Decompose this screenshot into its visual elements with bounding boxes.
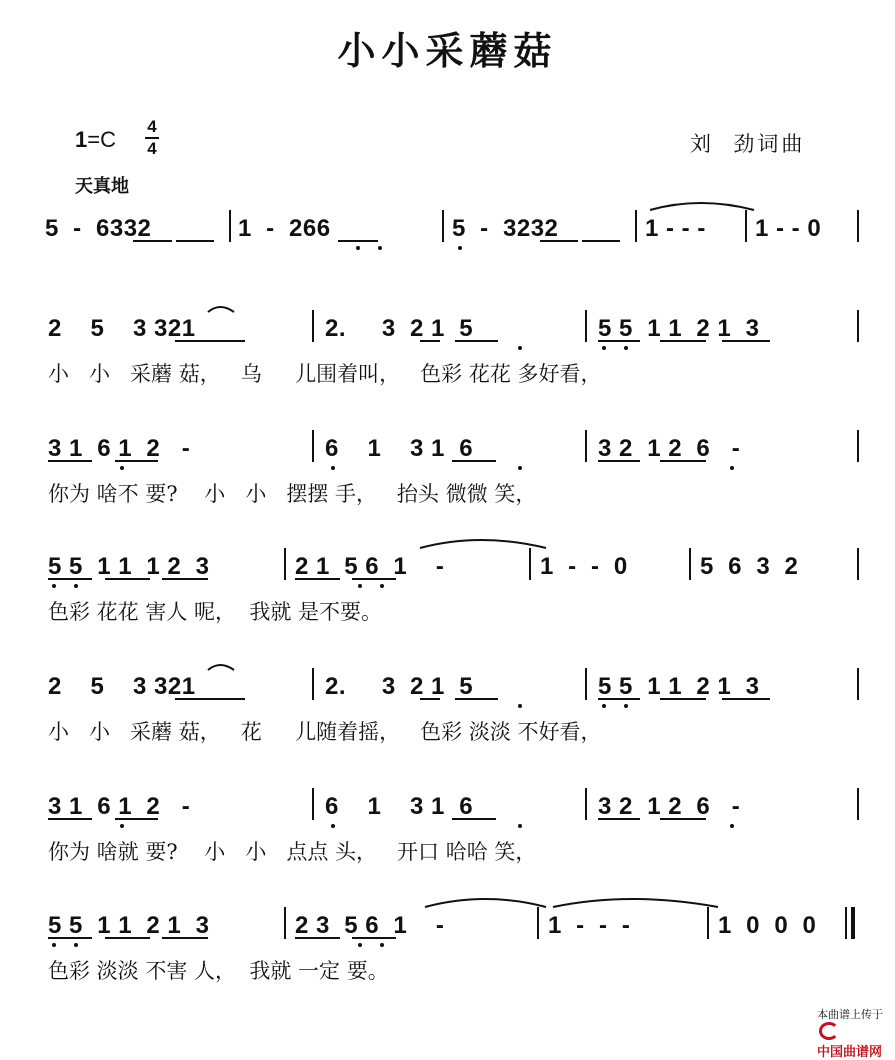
composer-credit: 刘 劲词曲 bbox=[690, 132, 806, 156]
key-tonic: 1 bbox=[75, 127, 88, 152]
notation-segment: 2 3 5 6 1 - bbox=[295, 912, 445, 939]
notation-segment: 2 1 5 6 1 - bbox=[295, 553, 445, 580]
notation-segment: 1 - - 0 bbox=[755, 215, 822, 242]
notation-segment: 2 5 3 321 bbox=[48, 673, 196, 700]
notation-segment: 1 - - 0 bbox=[540, 553, 628, 580]
notation-segment: 1 - - - bbox=[548, 912, 631, 939]
notation-segment: 5 5 1 1 2 1 3 bbox=[48, 912, 210, 939]
notation-segment: 3 1 6 1 2 - bbox=[48, 793, 191, 820]
lyric-line: 你为 啥不 要? 小 小 摆摆 手， 抬头 微微 笑， bbox=[48, 482, 537, 506]
notation-segment: 2. 3 2 1 5 bbox=[325, 315, 474, 342]
notation-segment: 3 2 1 2 6 - bbox=[598, 435, 741, 462]
slurs bbox=[208, 203, 754, 907]
notation-segment: 5 - 3232 bbox=[452, 215, 559, 242]
notation-segment: 5 5 1 1 1 2 3 bbox=[48, 553, 210, 580]
song-title: 小小采蘑菇 bbox=[337, 28, 558, 73]
key-name: =C bbox=[87, 127, 116, 152]
footer-credit bbox=[810, 993, 883, 1060]
lyric-line: 小 小 采蘑 菇， 花 儿随着摇， 色彩 淡淡 不好看， bbox=[48, 720, 602, 744]
notation-segment: 2 5 3 321 bbox=[48, 315, 196, 342]
notation-segment: 1 0 0 0 bbox=[718, 912, 817, 939]
lyric-line: 色彩 淡淡 不害 人， 我就 一定 要。 bbox=[48, 959, 389, 983]
tempo-marking: 天真地 bbox=[75, 176, 129, 197]
notation-segment: 2. 3 2 1 5 bbox=[325, 673, 474, 700]
lyric-line: 小 小 采蘑 菇， 乌 儿围着叫， 色彩 花花 多好看， bbox=[48, 362, 602, 386]
footer-site-name[interactable]: 中国曲谱网 bbox=[817, 1045, 883, 1060]
notation-segment: 3 2 1 2 6 - bbox=[598, 793, 741, 820]
notation-segment: 5 6 3 2 bbox=[700, 553, 799, 580]
notation-segment: 1 - - - bbox=[645, 215, 706, 242]
notation-segment: 5 5 1 1 2 1 3 bbox=[598, 673, 760, 700]
lyric-line: 色彩 花花 害人 呢， 我就 是不要。 bbox=[48, 600, 383, 624]
notation-segment: 6 1 3 1 6 bbox=[325, 793, 474, 820]
underlines bbox=[48, 241, 770, 938]
notation-segment: 5 5 1 1 2 1 3 bbox=[598, 315, 760, 342]
notation-segment: 3 1 6 1 2 - bbox=[48, 435, 191, 462]
time-signature-top: 4 bbox=[147, 117, 157, 136]
notation-segment: 1 - 266 bbox=[238, 215, 331, 242]
notation-segment: 6 1 3 1 6 bbox=[325, 435, 474, 462]
bar-lines bbox=[230, 210, 858, 939]
lyric-line: 你为 啥就 要? 小 小 点点 头， 开口 哈哈 笑， bbox=[48, 840, 537, 864]
site-logo-icon bbox=[819, 1022, 839, 1040]
time-signature-bottom: 4 bbox=[147, 139, 157, 158]
notation-segment: 5 - 6332 bbox=[45, 215, 152, 242]
footer-prefix: 本曲谱上传于 bbox=[817, 1008, 883, 1021]
octave-dots bbox=[52, 246, 734, 947]
